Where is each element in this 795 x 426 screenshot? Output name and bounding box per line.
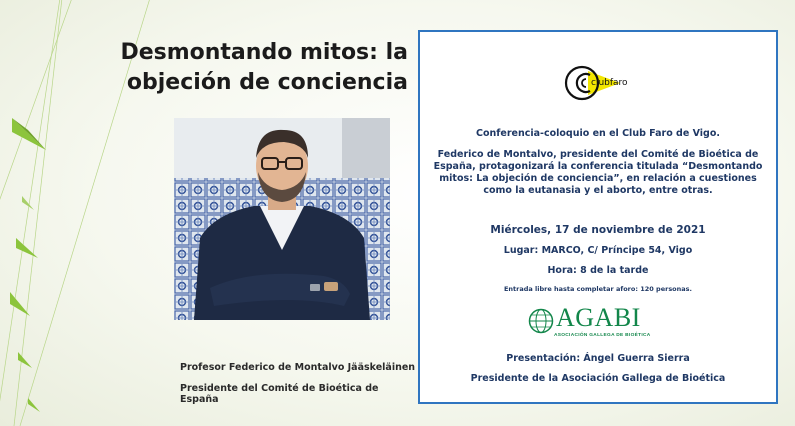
presenter-role: Presidente de la Asociación Gallega de Bioética bbox=[470, 373, 726, 384]
event-info-panel bbox=[418, 30, 778, 404]
event-entry-note: Entrada libre hasta completar aforo: 120 personas. bbox=[503, 285, 693, 293]
speaker-name: Profesor Federico de Montalvo Jääskeläinen bbox=[180, 362, 416, 373]
presentation-line: Presentación: Ángel Guerra Sierra bbox=[506, 353, 690, 364]
event-time: Hora: 8 de la tarde bbox=[547, 265, 649, 276]
agabi-logo-subtitle: ASOCIACIÓN GALLEGA DE BIOÉTICA bbox=[554, 333, 651, 338]
agabi-logo bbox=[528, 303, 668, 340]
agabi-globe-icon bbox=[528, 308, 554, 334]
page-title: Desmontando mitos: la objeción de conciencia bbox=[120, 40, 408, 95]
event-intro: Conferencia-coloquio en el Club Faro de Vigo. bbox=[476, 128, 720, 139]
speaker-role: Presidente del Comité de Bioética de España bbox=[180, 383, 379, 405]
event-description: Federico de Montalvo, presidente del Comité de Bioética de España, protagonizará la conferencia titulada “Desmontando mitos: La objeción de conciencia”, en relación a cuestiones como la eutanasia y el aborto, entre otras. bbox=[433, 149, 763, 196]
speaker-photo bbox=[174, 118, 390, 320]
event-date: Miércoles, 17 de noviembre de 2021 bbox=[490, 224, 706, 236]
clubfaro-logo-text: clubfaro bbox=[591, 78, 628, 88]
event-place: Lugar: MARCO, C/ Príncipe 54, Vigo bbox=[503, 245, 693, 256]
clubfaro-logo bbox=[522, 49, 662, 119]
agabi-logo-text: AGABI bbox=[556, 303, 641, 332]
